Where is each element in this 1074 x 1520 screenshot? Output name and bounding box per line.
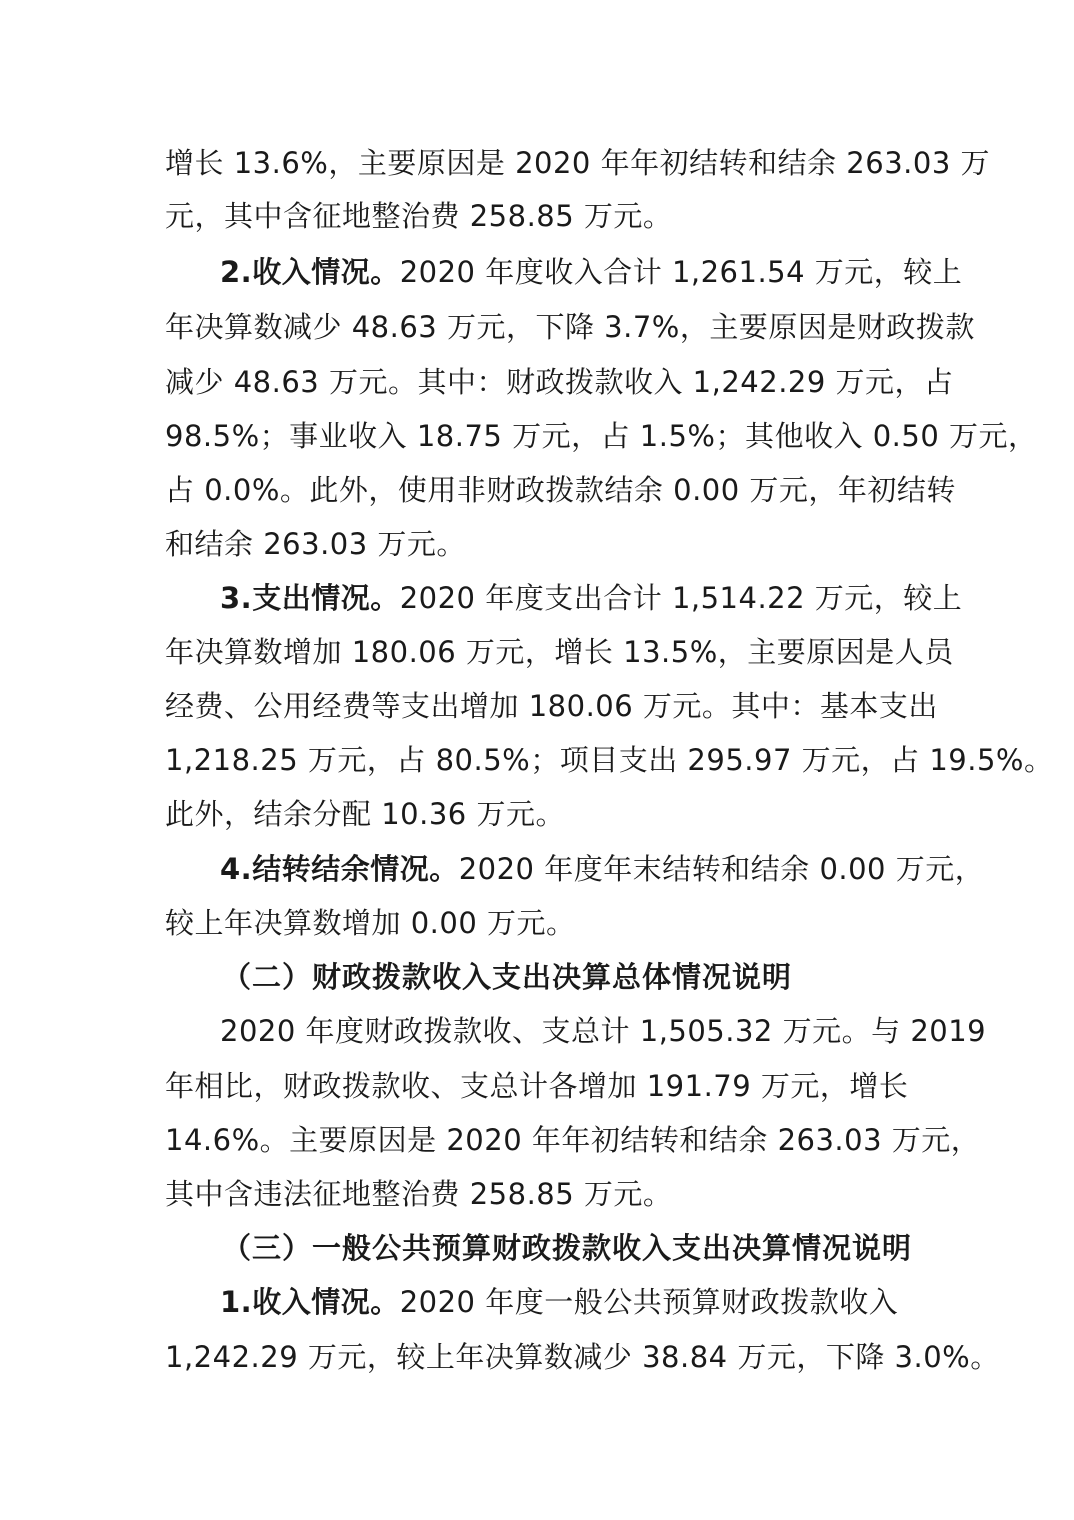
paragraph-line: 98.5%；事业收入 18.75 万元，占 1.5%；其他收入 0.50 万元， (165, 419, 1038, 453)
paragraph-line: 和结余 263.03 万元。 (165, 527, 466, 561)
section-lead-carryover: 4.结转结余情况。 (220, 852, 459, 886)
paragraph-text: 2020 年度一般公共预算财政拨款收入 (399, 1285, 899, 1319)
paragraph-line: 经费、公用经费等支出增加 180.06 万元。其中：基本支出 (165, 689, 938, 723)
section-heading-2: （二）财政拨款收入支出决算总体情况说明 (222, 960, 793, 994)
paragraph-line (220, 1282, 898, 1322)
section-heading-3: （三）一般公共预算财政拨款收入支出决算情况说明 (222, 1231, 913, 1265)
paragraph-line: 2020 年度财政拨款收、支总计 1,505.32 万元。与 2019 (220, 1014, 987, 1048)
section-lead-income-general: 1.收入情况。 (220, 1285, 400, 1319)
paragraph-line (220, 578, 962, 618)
paragraph-line: 年决算数增加 180.06 万元，增长 13.5%，主要原因是人员 (165, 635, 954, 669)
paragraph-text: 2020 年度收入合计 1,261.54 万元，较上 (399, 255, 963, 289)
paragraph-line: 1,242.29 万元，较上年决算数减少 38.84 万元，下降 3.0%。 (165, 1340, 1000, 1374)
section-lead-income: 2.收入情况。 (220, 255, 400, 289)
paragraph-line: 年决算数减少 48.63 万元，下降 3.7%，主要原因是财政拨款 (165, 310, 975, 344)
paragraph-line: 1,218.25 万元，占 80.5%；项目支出 295.97 万元，占 19.5%。 (165, 743, 1054, 777)
paragraph-line (220, 849, 984, 889)
paragraph-line: 其中含违法征地整治费 258.85 万元。 (165, 1177, 673, 1211)
paragraph-line: 14.6%。主要原因是 2020 年年初结转和结余 263.03 万元， (165, 1123, 981, 1157)
paragraph-text: 2020 年度年末结转和结余 0.00 万元， (458, 852, 985, 886)
section-lead-expense: 3.支出情况。 (220, 581, 400, 615)
paragraph-line: 较上年决算数增加 0.00 万元。 (165, 906, 576, 940)
paragraph-line: 减少 48.63 万元。其中：财政拨款收入 1,242.29 万元，占 (165, 365, 954, 399)
paragraph-line: 此外，结余分配 10.36 万元。 (165, 797, 565, 831)
paragraph-line (220, 252, 962, 292)
paragraph-text: 2020 年度支出合计 1,514.22 万元，较上 (399, 581, 963, 615)
paragraph-line: 增长 13.6%，主要原因是 2020 年年初结转和结余 263.03 万 (165, 146, 990, 180)
paragraph-line: 年相比，财政拨款收、支总计各增加 191.79 万元，增长 (165, 1069, 909, 1103)
paragraph-line: 占 0.0%。此外，使用非财政拨款结余 0.00 万元，年初结转 (165, 473, 956, 507)
paragraph-line: 元，其中含征地整治费 258.85 万元。 (165, 199, 673, 233)
